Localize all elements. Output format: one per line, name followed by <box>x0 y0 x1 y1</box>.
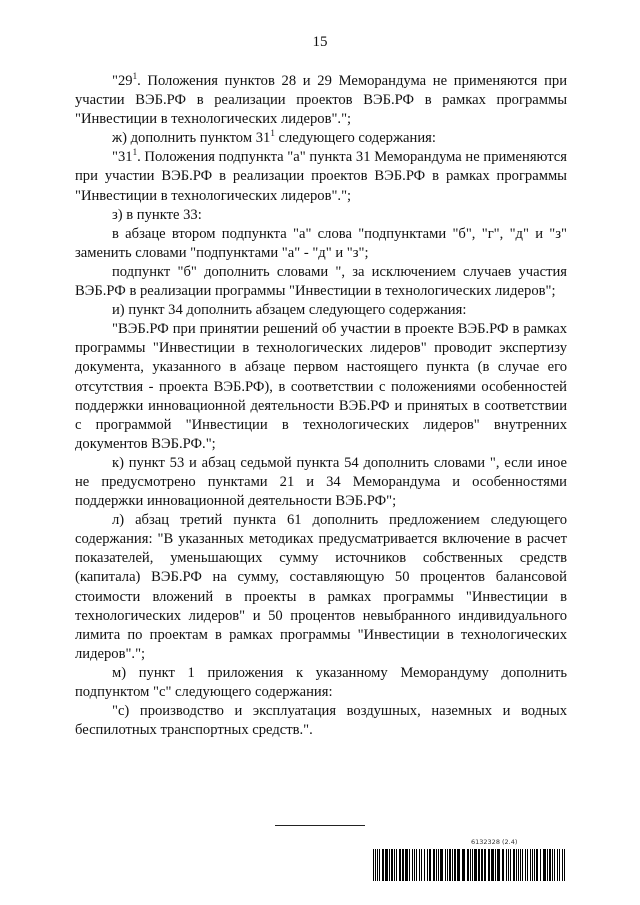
barcode-bar <box>438 849 439 881</box>
barcode-bar <box>562 849 563 881</box>
barcode-bar <box>405 849 408 881</box>
barcode-bar <box>470 849 471 881</box>
barcode-bar <box>532 849 533 881</box>
barcode-bar <box>495 849 496 881</box>
barcode-bar <box>543 849 546 881</box>
barcode-bar <box>462 849 465 881</box>
barcode-bar <box>391 849 393 881</box>
barcode-image <box>373 849 566 881</box>
barcode-bar <box>445 849 446 881</box>
barcode-bar <box>457 849 460 881</box>
barcode-bar <box>414 849 415 881</box>
barcode-bar <box>549 849 551 881</box>
paragraph: м) пункт 1 приложения к указанному Меморандуму дополнить подпунктом "с" следующего содержания: <box>75 664 567 700</box>
barcode-bar <box>502 849 504 881</box>
footer-divider <box>275 825 365 826</box>
paragraph: ж) дополнить пунктом $31^1$ следующего содержания: <box>112 128 436 147</box>
barcode-bar <box>375 849 376 881</box>
barcode-bar <box>382 849 384 881</box>
barcode-bar <box>421 849 422 881</box>
barcode-bar <box>419 849 420 881</box>
barcode-bar <box>427 849 428 881</box>
barcode-bar <box>424 849 425 881</box>
paragraph: з) в пункте 33: <box>112 206 202 223</box>
barcode-bar <box>379 849 380 881</box>
barcode-bar <box>385 849 388 881</box>
barcode-bar <box>399 849 401 881</box>
barcode-bar <box>522 849 523 881</box>
barcode-bar <box>452 849 453 881</box>
barcode-bar <box>429 849 431 881</box>
barcode-bar <box>488 849 490 881</box>
paragraph: "$29^1$. Положения пунктов 28 и 29 Меморандума не применяются при участии ВЭБ.РФ в реализации проектов ВЭБ.РФ в рамках программы "Инвестиции в технологических лидеров"."; <box>75 71 567 128</box>
paragraph: в абзаце втором подпункта "а" слова "подпунктами "б", "г", "д" и "з" заменить словами "подпунктами "а" - "д" и "з"; <box>75 225 567 261</box>
barcode-bar <box>394 849 395 881</box>
paragraph: "$31^1$. Положения подпункта "а" пункта 31 Меморандума не применяются при участии ВЭБ.РФ в реализации проектов ВЭБ.РФ в рамках программы "Инвестиции в технологических лидеров"."; <box>75 147 567 204</box>
barcode-bar <box>389 849 390 881</box>
barcode-bar <box>409 849 410 881</box>
barcode-bar <box>513 849 515 881</box>
document-body <box>75 72 567 740</box>
barcode-bar <box>436 849 437 881</box>
barcode-bar <box>508 849 509 881</box>
barcode-bar <box>412 849 413 881</box>
page-number: 15 <box>312 34 328 50</box>
barcode-bar <box>530 849 531 881</box>
barcode-bar <box>506 849 507 881</box>
barcode-bar <box>527 849 528 881</box>
barcode-bar <box>547 849 548 881</box>
barcode-bar <box>467 849 469 881</box>
barcode-bar <box>497 849 500 881</box>
barcode-bar <box>564 849 565 881</box>
barcode-bar <box>447 849 448 881</box>
barcode-bar <box>520 849 521 881</box>
barcode-bar <box>472 849 473 881</box>
barcode-bar <box>478 849 480 881</box>
paragraph: к) пункт 53 и абзац седьмой пункта 54 дополнить словами ", если иное не предусмотрено пунктами 21 и 34 Меморандума и особенностями поддержки инновационной деятельности ВЭБ.РФ"; <box>75 454 567 510</box>
barcode-bar <box>540 849 541 881</box>
barcode-bar <box>518 849 519 881</box>
barcode-bar <box>440 849 443 881</box>
barcode-bar <box>510 849 511 881</box>
barcode-bar <box>516 849 517 881</box>
barcode-bar <box>373 849 374 881</box>
paragraph: и) пункт 34 дополнить абзацем следующего содержания: <box>112 302 467 319</box>
barcode-bar <box>396 849 397 881</box>
barcode-bar <box>454 849 456 881</box>
paragraph: "ВЭБ.РФ при принятии решений об участии в проекте ВЭБ.РФ в рамках программы "Инвестиции в технологических лидеров" проводит экспертизу документа, указанного в абзаце первом настоящего пункта (в случае его отсутствия - проекта ВЭБ.РФ), в соответствии с положениями особенностей поддержки инновационной деятельности ВЭБ.РФ и принятых в соответствии с программой "Инвестиции в технологических лидеров" внутренних документов ВЭБ.РФ."; <box>75 321 567 452</box>
barcode-bar <box>481 849 483 881</box>
barcode-bar <box>449 849 451 881</box>
barcode-bar <box>377 849 378 881</box>
barcode-bar <box>557 849 558 881</box>
paragraph: "с) производство и эксплуатация воздушных, наземных и водных беспилотных транспортных средств.". <box>75 703 567 739</box>
barcode-bar <box>525 849 526 881</box>
barcode-bar <box>416 849 417 881</box>
barcode-bar <box>484 849 486 881</box>
barcode-bar <box>554 849 555 881</box>
barcode-bar <box>536 849 538 881</box>
barcode-bar <box>491 849 494 881</box>
barcode-bar <box>402 849 404 881</box>
paragraph: подпункт "б" дополнить словами ", за исключением случаев участия ВЭБ.РФ в реализации программы "Инвестиции в технологических лидеров"; <box>75 263 567 300</box>
barcode-bar <box>474 849 477 881</box>
document-code: 6132328 (2.4) <box>471 838 518 846</box>
barcode-bar <box>552 849 553 881</box>
barcode-bar <box>534 849 535 881</box>
paragraph: л) абзац третий пункта 61 дополнить предложением следующего содержания: "В указанных методиках предусматривается включение в расчет показателей, уменьшающих сумму источников собственных средств (капитала) ВЭБ.РФ на сумму, составляющую 50 процентов балансовой стоимости вложений в проекты в рамках программы "Инвестиции в технологических лидеров" и 50 процентов невыбранного индивидуального лимита по проектам в рамках программы "Инвестиции в технологических лидеров"."; <box>75 512 567 662</box>
barcode-bar <box>559 849 560 881</box>
barcode-bar <box>433 849 435 881</box>
